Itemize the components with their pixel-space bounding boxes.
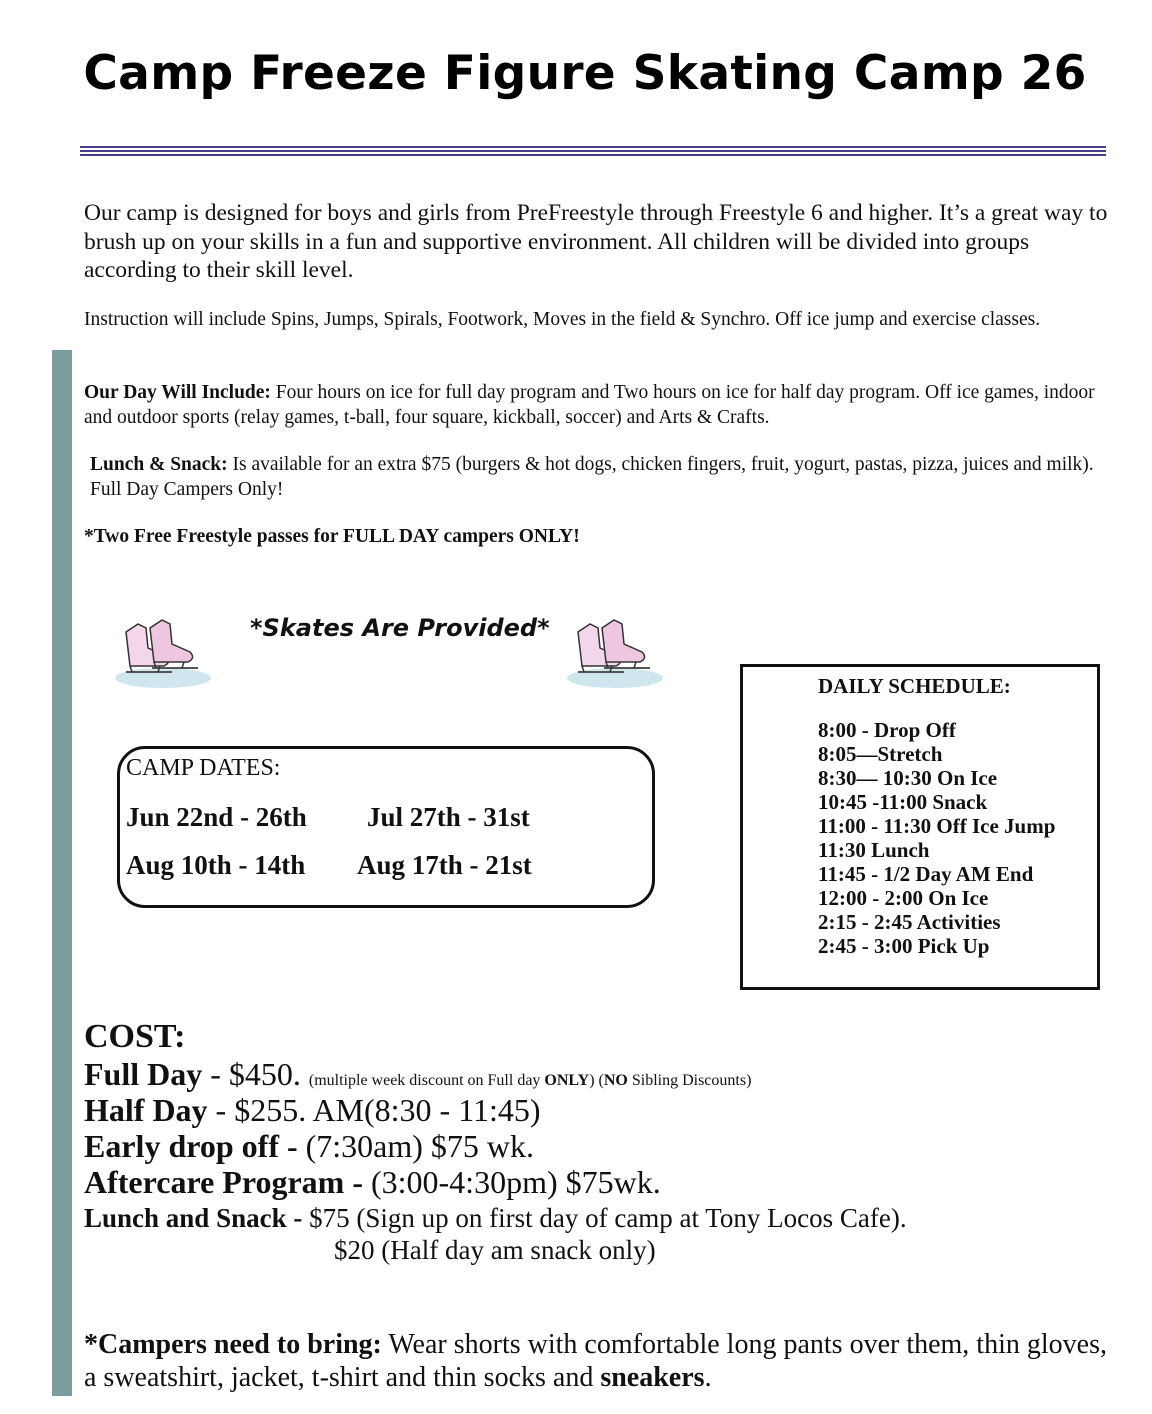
aftercare-text: (3:00-4:30pm) $75wk. xyxy=(362,1164,661,1200)
bring-label: *Campers need to bring: xyxy=(84,1329,382,1360)
cost-heading: COST: xyxy=(84,1018,186,1055)
schedule-item: 11:45 - 1/2 Day AM End xyxy=(818,862,1034,886)
lunch-label: Lunch and Snack - xyxy=(84,1203,303,1233)
intro-paragraph: Our camp is designed for boys and girls from PreFreestyle through Freestyle 6 and higher. It’s a great way to brush up on your skills in a fun and supportive environment. All children will be divided into groups according to their skill level. xyxy=(84,200,1108,283)
schedule-item: 8:30— 10:30 On Ice xyxy=(818,766,998,790)
ice-skates-icon xyxy=(108,612,218,692)
campers-bring-paragraph: *Campers need to bring: Wear shorts with comfortable long pants over them, thin gloves, a sweatshirt, jacket, t-shirt and thin socks and sneakers. xyxy=(84,1329,1107,1393)
schedule-item: 2:45 - 3:00 Pick Up xyxy=(818,934,990,958)
title-rule-middle xyxy=(80,150,1106,152)
schedule-item: 8:00 - Drop Off xyxy=(818,718,956,742)
aftercare-label: Aftercare Program - xyxy=(84,1164,363,1200)
camp-date: Aug 10th - 14th xyxy=(126,850,306,880)
full-day-note: (multiple week discount on Full day ONLY) (NO Sibling Discounts) xyxy=(308,1072,752,1089)
full-day-sep: - xyxy=(202,1056,229,1092)
day-include-paragraph xyxy=(84,381,1114,430)
early-drop-text: (7:30am) $75 wk. xyxy=(297,1128,535,1164)
schedule-item: 11:30 Lunch xyxy=(818,838,930,862)
day-include-text: Four hours on ice for full day program and Two hours on ice for half day program. Off ice games, indoor and outdoor sports (relay games, t-ball, four square, kickball, soccer) and Arts & Crafts. xyxy=(84,382,1095,428)
half-day-text: $255. AM(8:30 - 11:45) xyxy=(234,1092,541,1128)
sidebar-bar xyxy=(52,350,72,1396)
early-drop-label: Early drop off - xyxy=(84,1128,298,1164)
instruction-paragraph: Instruction will include Spins, Jumps, Spirals, Footwork, Moves in the field & Synchro. Off ice jump and exercise classes. xyxy=(84,309,1041,330)
schedule-item: 10:45 -11:00 Snack xyxy=(818,790,988,814)
cost-lunch-half-day: $20 (Half day am snack only) xyxy=(334,1235,656,1265)
full-day-label: Full Day xyxy=(84,1056,203,1092)
freestyle-passes-note: *Two Free Freestyle passes for FULL DAY campers ONLY! xyxy=(84,526,580,547)
camp-date: Aug 17th - 21st xyxy=(357,850,532,880)
lunch-text: $75 (Sign up on first day of camp at Tony Locos Cafe). xyxy=(302,1203,907,1233)
page-title: Camp Freeze Figure Skating Camp 26 xyxy=(83,46,1087,101)
cost-lunch xyxy=(84,1203,907,1234)
cost-half-day xyxy=(84,1092,541,1129)
schedule-item: 8:05—Stretch xyxy=(818,742,943,766)
schedule-item: 12:00 - 2:00 On Ice xyxy=(818,886,989,910)
bring-text: Wear shorts with comfortable long pants over them, thin gloves, a sweatshirt, jacket, t-shirt and thin socks and xyxy=(84,1329,1107,1393)
full-day-price: $450. xyxy=(228,1056,301,1092)
schedule-item: 2:15 - 2:45 Activities xyxy=(818,910,1001,934)
cost-full-day xyxy=(84,1056,751,1093)
camp-date: Jul 27th - 31st xyxy=(367,802,530,832)
daily-schedule-list xyxy=(818,718,1055,958)
bring-bold-word: sneakers xyxy=(600,1362,705,1393)
ice-skates-icon xyxy=(560,612,670,692)
lunch-snack-text: Is available for an extra $75 (burgers & hot dogs, chicken fingers, fruit, yogurt, pastas, pizza, juices and milk). Full Day Campers Only! xyxy=(90,454,1094,500)
cost-aftercare xyxy=(84,1164,661,1201)
day-include-label: Our Day Will Include: xyxy=(84,382,271,403)
camp-date: Jun 22nd - 26th xyxy=(126,802,307,832)
half-day-label: Half Day xyxy=(84,1092,208,1128)
lunch-snack-label: Lunch & Snack: xyxy=(90,454,228,475)
daily-schedule-label: DAILY SCHEDULE: xyxy=(818,674,1011,698)
schedule-item: 11:00 - 11:30 Off Ice Jump xyxy=(818,814,1056,838)
lunch-snack-paragraph xyxy=(90,453,1120,502)
title-rule-bottom xyxy=(80,154,1106,156)
skates-provided-text: *Skates Are Provided* xyxy=(250,614,550,642)
half-day-sep: - xyxy=(207,1092,235,1128)
cost-early-drop xyxy=(84,1128,534,1165)
title-rule-top xyxy=(80,146,1106,148)
camp-dates-label: CAMP DATES: xyxy=(126,755,281,781)
